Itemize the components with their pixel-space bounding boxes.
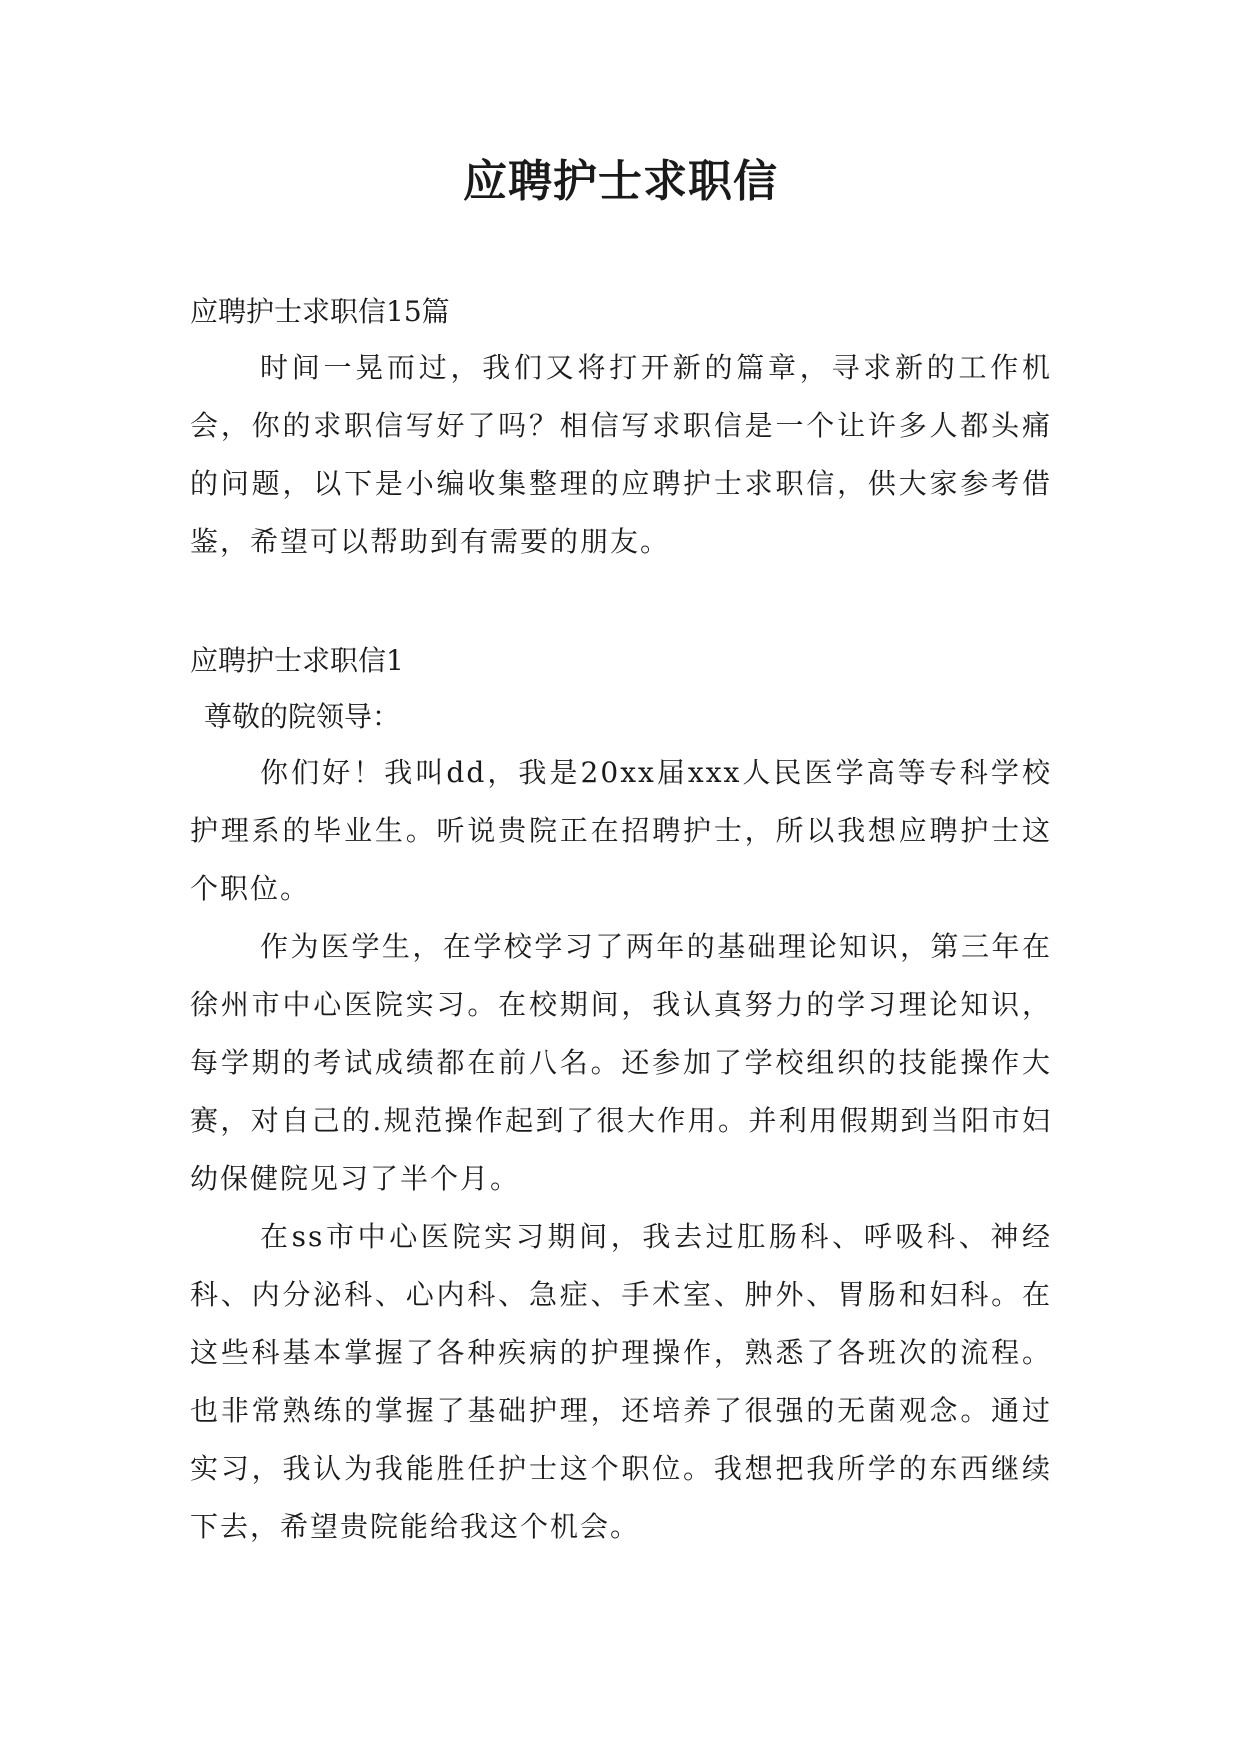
body-paragraph-1: 你们好！我叫dd，我是20xx届xxx人民医学高等专科学校护理系的毕业生。听说贵院正在招聘护士，所以我想应聘护士这个职位。 (190, 756, 1052, 905)
document-title: 应聘护士求职信 (463, 156, 778, 207)
intro-paragraph: 时间一晃而过，我们又将打开新的篇章，寻求新的工作机会，你的求职信写好了吗？相信写求职信是一个让许多人都头痛的问题，以下是小编收集整理的应聘护士求职信，供大家参考借鉴，希望可以帮助到有需要的朋友。 (190, 351, 1052, 558)
document-subtitle: 应聘护士求职信15篇 (190, 295, 450, 328)
salutation: 尊敬的院领导： (204, 700, 401, 733)
body-paragraph-3: 在ss市中心医院实习期间，我去过肛肠科、呼吸科、神经科、内分泌科、心内科、急症、手术室、肿外、胃肠和妇科。在这些科基本掌握了各种疾病的护理操作，熟悉了各班次的流程。也非常熟练的掌握了基础护理，还培养了很强的无菌观念。通过实习，我认为我能胜任护士这个职位。我想把我所学的东西继续下去，希望贵院能给我这个机会。 (190, 1220, 1052, 1543)
body-paragraph-2: 作为医学生，在学校学习了两年的基础理论知识，第三年在徐州市中心医院实习。在校期间，我认真努力的学习理论知识，每学期的考试成绩都在前八名。还参加了学校组织的技能操作大赛，对自己的.规范操作起到了很大作用。并利用假期到当阳市妇幼保健院见习了半个月。 (190, 930, 1052, 1195)
section-heading: 应聘护士求职信1 (190, 644, 404, 677)
